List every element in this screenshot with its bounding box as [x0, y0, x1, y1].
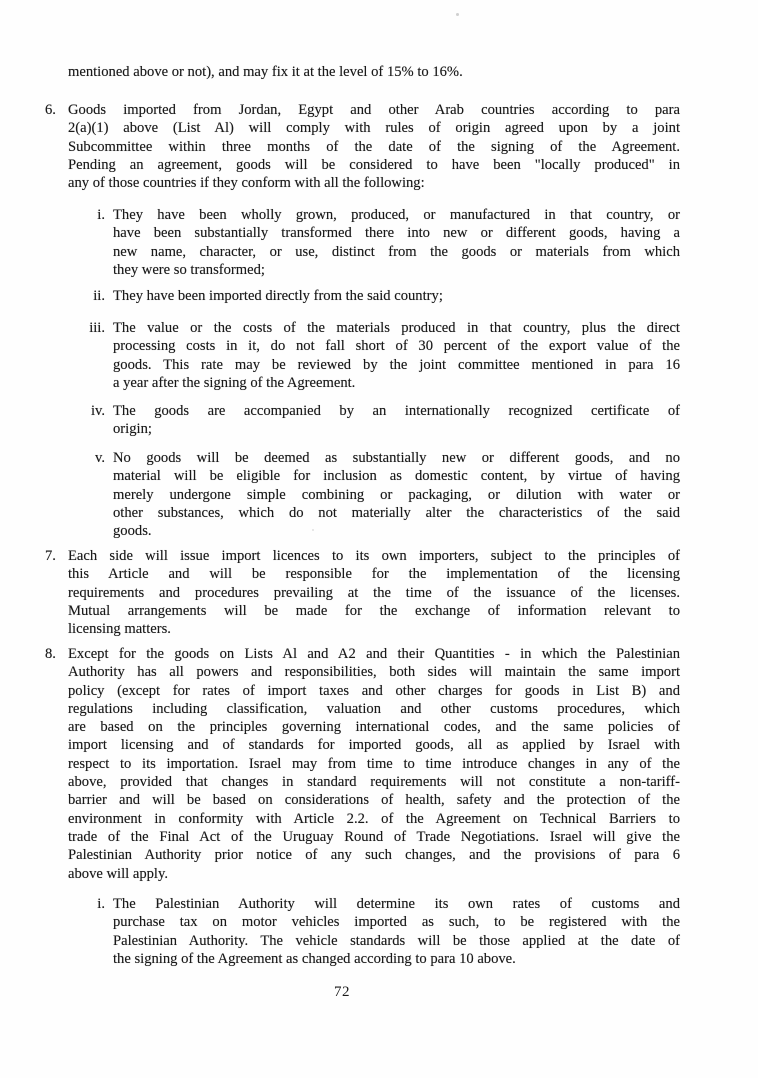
subitem-v-marker: v.	[95, 450, 105, 466]
list-item-6	[45, 101, 680, 192]
page-number: 72	[334, 984, 350, 1000]
subitem-v-text: No goods will be deemed as substantially new or different goods, and no material will be eligible for inclusion as domestic content, by virtue of having merely undergone simple combining or packaging, or dilution with water or other substances, which do not materially alter the characteristics of the said goods.	[113, 450, 680, 540]
subitem-iv	[85, 402, 680, 439]
scan-artifact-speck	[456, 13, 459, 16]
item-8-subitem-i	[85, 895, 680, 968]
subitem-i-text: They have been wholly grown, produced, or manufactured in that country, or have been substantially transformed there into new or different goods, having a new name, character, or use, distinct from the goods or materials from which they were so transformed;	[113, 207, 680, 278]
subitem-iv-marker: iv.	[90, 403, 105, 419]
list-item-8	[45, 645, 680, 883]
item-8-subitem-i-marker: i.	[97, 896, 105, 912]
item-8-marker: 8.	[45, 646, 56, 662]
intro-continuation-paragraph: mentioned above or not), and may fix it at the level of 15% to 16%.	[68, 64, 463, 80]
subitem-iii-marker: iii.	[89, 320, 105, 336]
item-6-marker: 6.	[45, 102, 56, 118]
subitem-ii	[85, 287, 680, 305]
subitem-iv-text: The goods are accompanied by an internationally recognized certificate of origin;	[113, 403, 680, 438]
subitem-i	[85, 206, 680, 279]
list-item-7	[45, 547, 680, 638]
item-7-marker: 7.	[45, 548, 56, 564]
subitem-ii-text: They have been imported directly from the said country;	[113, 288, 443, 304]
subitem-v	[85, 449, 680, 540]
scan-artifact-speck	[312, 529, 314, 531]
subitem-ii-marker: ii.	[93, 288, 105, 304]
item-8-subitem-i-text: The Palestinian Authority will determine its own rates of customs and purchase tax on motor vehicles imported as such, to be registered with the Palestinian Authority. The vehicle standards will be those applied at the date of the signing of the Agreement as changed according to para 10 above.	[113, 896, 680, 967]
subitem-iii	[85, 319, 680, 392]
subitem-i-marker: i.	[97, 207, 105, 223]
item-8-text: Except for the goods on Lists Al and A2 and their Quantities - in which the Palestinian Authority has all powers and responsibilities, both sides will maintain the same import policy (except for rates of import taxes and other charges for goods in List B) and regulations including classification, valuation and other customs procedures, which are based on the principles governing international codes, and the same policies of import licensing and of standards for imported goods, all as applied by Israel with respect to its importation. Israel may from time to time introduce changes in any of the above, provided that changes in standard requirements will not constitute a non-tariff- barrier and will be based on considerations of health, safety and the protection of the environment in conformity with Article 2.2. of the Agreement on Technical Barriers to trade of the Final Act of the Uruguay Round of Trade Negotiations. Israel will give the Palestinian Authority prior notice of any such changes, and the provisions of para 6 above will apply.	[68, 646, 680, 882]
item-7-text: Each side will issue import licences to its own importers, subject to the principles of this Article and will be responsible for the implementation of the licensing requirements and procedures prevailing at the time of the issuance of the licenses. Mutual arrangements will be made for the exchange of information relevant to licensing matters.	[68, 548, 680, 638]
item-6-text: Goods imported from Jordan, Egypt and other Arab countries according to para 2(a)(1) above (List Al) will comply with rules of origin agreed upon by a joint Subcommittee within three months of the date of the signing of the Agreement. Pending an agreement, goods will be considered to have been "locally produced" in any of those countries if they conform with all the following:	[68, 102, 680, 192]
subitem-iii-text: The value or the costs of the materials produced in that country, plus the direct processing costs in it, do not fall short of 30 percent of the export value of the goods. This rate may be reviewed by the joint committee mentioned in para 16 a year after the signing of the Agreement.	[113, 320, 680, 391]
